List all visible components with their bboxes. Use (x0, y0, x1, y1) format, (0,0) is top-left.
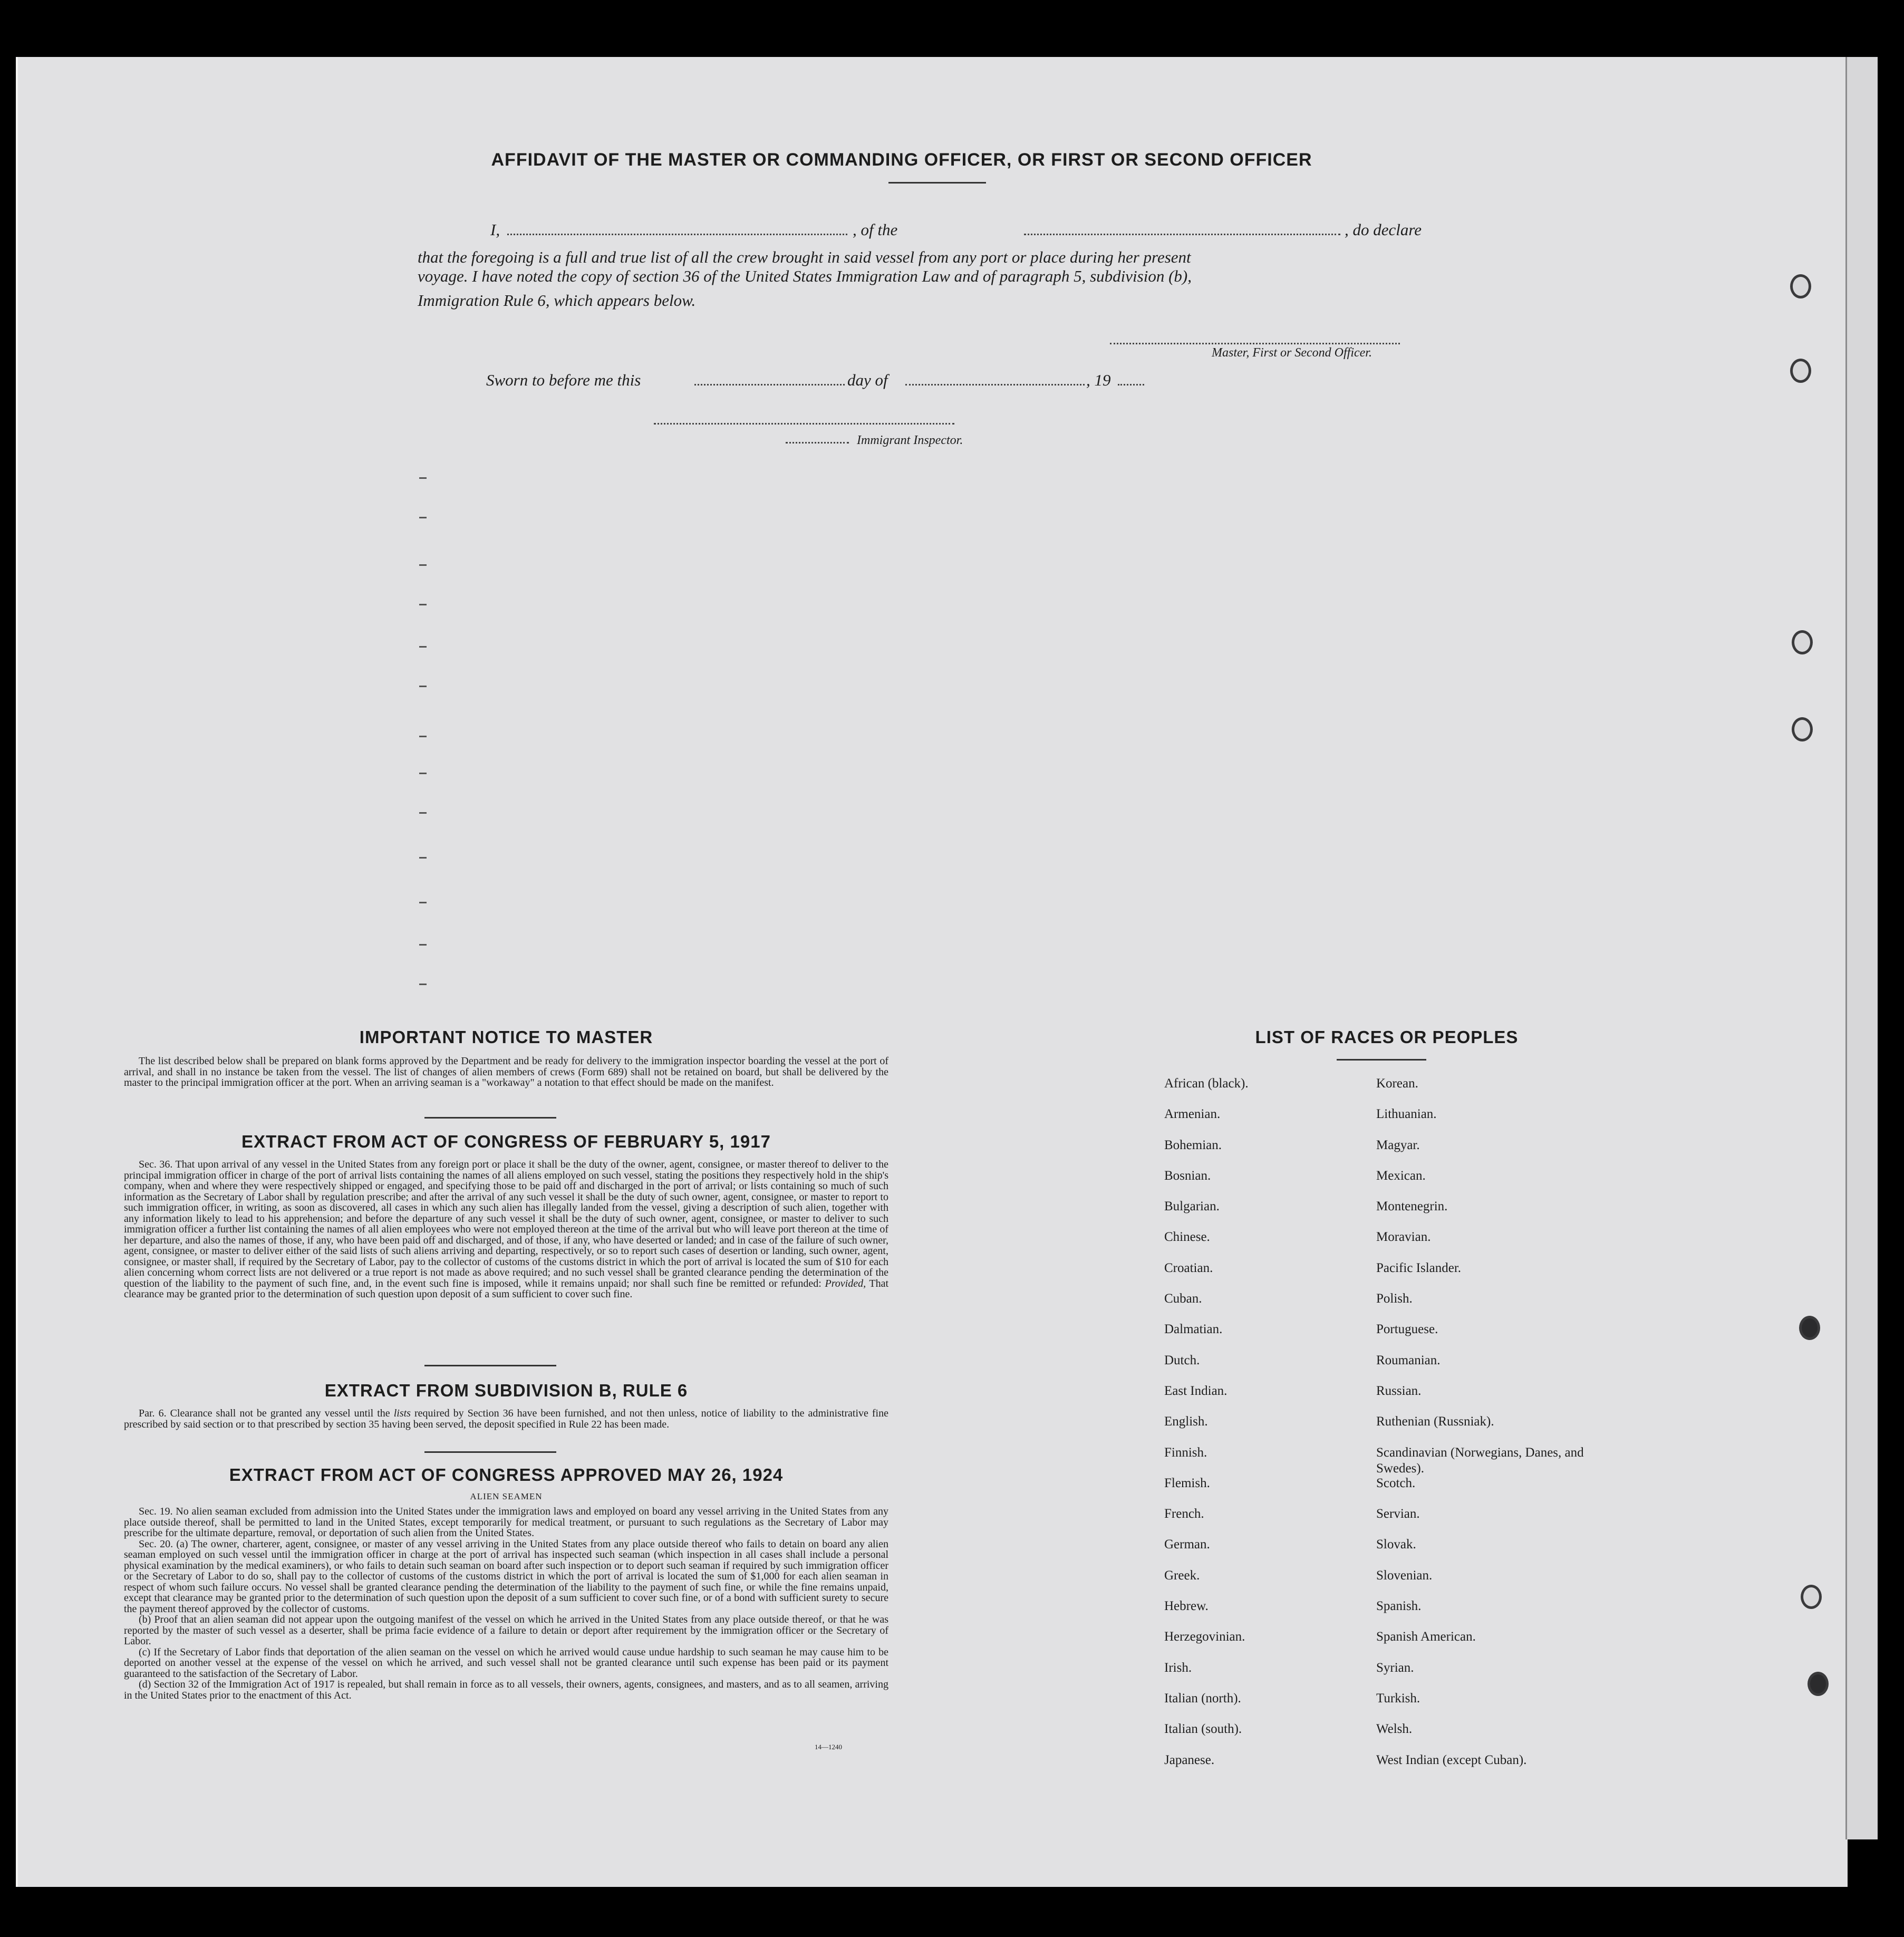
margin-dash (419, 984, 427, 985)
race-item: East Indian. (1164, 1383, 1228, 1398)
race-item: Dutch. (1164, 1353, 1200, 1367)
margin-dash (419, 857, 427, 859)
binder-hole (1799, 1316, 1820, 1340)
race-item: Magyar. (1376, 1138, 1420, 1152)
race-item: German. (1164, 1537, 1210, 1552)
race-item: Ruthenian (Russniak). (1376, 1414, 1494, 1429)
sworn-year: , 19 (1086, 371, 1111, 389)
race-item: Cuban. (1164, 1292, 1202, 1306)
sec-20a-paragraph: Sec. 20. (a) The owner, charterer, agent, consignee, or master of any vessel arriving in the United States from any place outside thereof who fails to detain on board any alien seaman employed on such vessel until the immigration officer in charge at the port of arrival has inspected such seaman (which inspection in all cases shall include a personal physical examination by the medical examiners), or who fails to detain such seaman on board after such inspection or to deport such seaman if required by such immigration officer or the Secretary of Labor to do so, shall pay to the collector of customs of the customs district in which the port of arrival is located the sum of $1,000 for each alien seaman in respect of whom such failure occurs. No vessel shall be granted clearance pending the determination of the liability to the payment of such fine, or while the fine remains unpaid, except that clearance may be granted prior to the determination of such question upon the deposit of a sum sufficient to cover such fine, or of a bond with sufficient surety to secure the payment thereof approved by the collector of customs. (124, 1538, 888, 1615)
race-item: Lithuanian. (1376, 1107, 1437, 1122)
race-item: French. (1164, 1507, 1204, 1521)
notice-title: IMPORTANT NOTICE TO MASTER (359, 1027, 653, 1047)
proviso-text: That clearance may be granted prior to the determination of such question upon deposit of a sum sufficient to cover such fine. (124, 1277, 889, 1300)
margin-dash (419, 773, 427, 774)
section-rule (424, 1117, 556, 1119)
race-item: Syrian. (1376, 1660, 1414, 1675)
races-title: LIST OF RACES OR PEOPLES (1255, 1027, 1519, 1047)
binder-hole (1808, 1672, 1829, 1696)
race-item: Russian. (1376, 1383, 1422, 1398)
sworn-day-of: day of (847, 371, 888, 389)
race-item: Roumanian. (1376, 1353, 1441, 1367)
race-item: Bohemian. (1164, 1138, 1222, 1152)
race-item: Mexican. (1376, 1168, 1426, 1183)
sec-20b-paragraph: (b) Proof that an alien seaman did not appear upon the outgoing manifest of the vessel on which he arrived in the United States from any place outside thereof, or that he was reported by the master of such vessel as a deserter, shall be prima facie evidence of a failure to detain or deport after requirement by the immigration officer or the Secretary of Labor. (124, 1614, 888, 1647)
race-item: Moravian. (1376, 1230, 1431, 1245)
title-rule (888, 182, 986, 184)
race-item: Hebrew. (1164, 1599, 1209, 1614)
race-item: Spanish. (1376, 1599, 1422, 1614)
affidavit-line-4: Immigration Rule 6, which appears below. (418, 291, 696, 310)
act-1917-body (124, 1159, 888, 1300)
sworn-month-blank[interactable] (905, 384, 1085, 386)
race-item: Herzegovinian. (1164, 1630, 1245, 1644)
notice-body (124, 1056, 888, 1088)
race-item: Portuguese. (1376, 1322, 1438, 1337)
race-item: Spanish American. (1376, 1630, 1476, 1644)
race-item: Irish. (1164, 1660, 1192, 1675)
notice-paragraph: The list described below shall be prepared on blank forms approved by the Department and be ready for delivery to the immigration inspector boarding the vessel at the port of arrival, and shall in no instance be taken from the vessel. The list of changes of alien members of crews (Form 689) shall not be retained on board, but shall be delivered by the master to the principal immigration officer at the port. When an arriving seaman is a "workaway" a notation to that effect should be made on the manifest. (124, 1055, 888, 1088)
proviso-italic: Provided, (825, 1277, 866, 1289)
section-rule (424, 1365, 556, 1366)
rule-6-italic: lists (393, 1408, 411, 1419)
binder-hole (1792, 630, 1813, 654)
race-item: West Indian (except Cuban). (1376, 1752, 1527, 1767)
act-1924-body (124, 1506, 888, 1701)
officer-name-blank[interactable] (507, 234, 847, 235)
sec-20d-paragraph: (d) Section 32 of the Immigration Act of 1917 is repealed, but shall remain in force as to all vessels, their owners, agents, consignees, and masters, and as to all seamen, arriving in the United States prior to the enactment of this Act. (124, 1679, 888, 1701)
race-item: Bosnian. (1164, 1168, 1211, 1183)
race-item: Chinese. (1164, 1230, 1210, 1245)
race-item: Armenian. (1164, 1107, 1221, 1122)
sec-36-text: Sec. 36. That upon arrival of any vessel in the United States from any foreign port or place it shall be the duty of the owner, agent, consignee, or master thereof to deliver to the principal immigration officer in charge of the port of arrival lists containing the names of all aliens employed on such vessel, stating the positions they respectively hold in the ship's company, when and where they were respectively shipped or engaged, and specifying those to be paid off and discharged in the port of arrival; or lists containing so much of such information as the Secretary of Labor shall by regulation prescribe; and after the arrival of any such vessel it shall be the duty of such owner, agent, consignee, or master to report to such immigration officer, in writing, as soon as discovered, all cases in which any such alien has illegally landed from the vessel, giving a description of such alien, together with any information likely to lead to his apprehension; and before the departure of any such vessel it shall be the duty of such owner, agent, consignee, or master to deliver to such immigration officer a further list containing the names of all alien employees who were not employed thereon at the time of the arrival but who will leave port thereon at the time of her departure, and also the names of those, if any, who have been paid off and discharged, and of those, if any, who have deserted or landed; and in case of the failure of such owner, agent, consignee, or master to deliver either of the said lists of such aliens arriving and departing, respectively, or so to report such cases of desertion or landing, such owner, agent, consignee, or master shall, if required by the Secretary of Labor, pay to the collector of customs of the customs district in which the port of arrival is located the sum of $10 for each alien concerning whom correct lists are not delivered or a true report is not made as above required; and no such vessel shall be granted clearance pending the determination of the question of the liability to the payment of such fine, and, in the event such fine is imposed, while it remains unpaid; nor shall such fine be remitted or refunded: (124, 1159, 888, 1289)
rule-6-text-a: Par. 6. Clearance shall not be granted any vessel until the (139, 1408, 390, 1419)
race-item: Korean. (1376, 1076, 1418, 1091)
race-item: Dalmatian. (1164, 1322, 1223, 1337)
race-item: Turkish. (1376, 1691, 1420, 1705)
vessel-name-blank[interactable] (1024, 234, 1340, 235)
race-item: English. (1164, 1414, 1208, 1429)
margin-dash (419, 944, 427, 946)
inspector-short-line (786, 442, 849, 444)
section-rule (424, 1451, 556, 1453)
affidavit-line-3: voyage. I have noted the copy of section 36 of the United States Immigration Law and of paragraph 5, subdivision (b), (418, 267, 1192, 285)
races-rule (1337, 1059, 1426, 1061)
race-item: Slovenian. (1376, 1568, 1433, 1583)
race-item: Scotch. (1376, 1476, 1416, 1490)
margin-dash (419, 477, 427, 479)
sec-20c-paragraph: (c) If the Secretary of Labor finds that deportation of the alien seaman on the vessel on which he arrived would cause undue hardship to such seaman he may cause him to be deported on another vessel at the expense of the vessel on which he arrived, and such vessel shall not be granted clearance until such expense has been paid or its payment guaranteed to the satisfaction of the Secretary of Labor. (124, 1646, 888, 1680)
affidavit-of-the: , of the (853, 220, 898, 239)
race-item: Flemish. (1164, 1476, 1210, 1490)
affidavit-i: I, (490, 220, 500, 239)
margin-dash (419, 517, 427, 518)
rule-6-body (124, 1408, 888, 1430)
alien-seamen-subtitle: ALIEN SEAMEN (470, 1491, 543, 1501)
sworn-prefix: Sworn to before me this (486, 371, 641, 389)
race-item: Italian (north). (1164, 1691, 1241, 1705)
race-item: Greek. (1164, 1568, 1200, 1583)
race-item: Polish. (1376, 1292, 1413, 1306)
race-item: Pacific Islander. (1376, 1260, 1462, 1275)
inspector-signature-line[interactable] (654, 423, 954, 425)
form-number: 14—1240 (815, 1743, 842, 1751)
master-signature-label: Master, First or Second Officer. (1212, 346, 1372, 360)
race-item: Scandinavian (Norwegians, Danes, and Swedes). (1376, 1445, 1584, 1476)
margin-dash (419, 686, 427, 687)
race-item: Slovak. (1376, 1537, 1416, 1552)
binder-hole (1801, 1585, 1822, 1609)
affidavit-declare: , do declare (1345, 220, 1422, 239)
races-left-column (1164, 1076, 1249, 1783)
sec-36-paragraph (124, 1159, 888, 1300)
affidavit-title: AFFIDAVIT OF THE MASTER OR COMMANDING OFFICER, OR FIRST OR SECOND OFFICER (491, 150, 1312, 170)
race-item: Croatian. (1164, 1260, 1213, 1275)
master-signature-line[interactable] (1110, 343, 1400, 344)
affidavit-line-1 (418, 216, 1441, 244)
sec-19-paragraph: Sec. 19. No alien seaman excluded from admission into the United States under the immigration laws and employed on board any vessel arriving in the United States from any place outside thereof, shall be permitted to land in the United States, except temporarily for medical treatment, or pursuant to such regulations as the Secretary of Labor may prescribe for the ultimate departure, removal, or deportation of such alien from the United States. (124, 1506, 888, 1539)
race-item: Finnish. (1164, 1445, 1207, 1460)
margin-dash (419, 812, 427, 814)
rule-6-title: EXTRACT FROM SUBDIVISION B, RULE 6 (324, 1381, 688, 1400)
rule-6-paragraph (124, 1408, 888, 1430)
act-1924-title: EXTRACT FROM ACT OF CONGRESS APPROVED MAY 26, 1924 (229, 1465, 784, 1485)
sworn-year-blank[interactable] (1118, 384, 1144, 386)
binder-hole (1790, 359, 1811, 383)
race-item: Servian. (1376, 1507, 1420, 1521)
binder-hole (1792, 717, 1813, 741)
race-item: African (black). (1164, 1076, 1249, 1091)
margin-dash (419, 604, 427, 605)
margin-dash (419, 646, 427, 648)
race-item: Montenegrin. (1376, 1199, 1448, 1214)
margin-dash (419, 564, 427, 566)
race-item: Japanese. (1164, 1752, 1215, 1767)
race-item: Italian (south). (1164, 1722, 1242, 1737)
race-item: Welsh. (1376, 1722, 1413, 1737)
sworn-day-blank[interactable] (694, 384, 845, 386)
affidavit-line-2: that the foregoing is a full and true list of all the crew brought in said vessel from any port or place during her present (418, 248, 1191, 266)
race-item: Bulgarian. (1164, 1199, 1220, 1214)
margin-dash (419, 902, 427, 903)
inspector-label: Immigrant Inspector. (857, 433, 963, 447)
rule-6-text-b: required by Section 36 have been furnished, and not then unless, notice of liability to the administrative fine prescribed by said section or to that prescribed by section 35 having been served, the deposit specified in Rule 22 has been made. (124, 1408, 888, 1430)
binder-hole (1790, 274, 1811, 298)
margin-dash (419, 736, 427, 737)
races-right-column (1376, 1076, 1598, 1783)
page-edge (1845, 57, 1878, 1839)
act-1917-title: EXTRACT FROM ACT OF CONGRESS OF FEBRUARY 5, 1917 (241, 1132, 771, 1151)
sworn-line (418, 367, 1441, 394)
